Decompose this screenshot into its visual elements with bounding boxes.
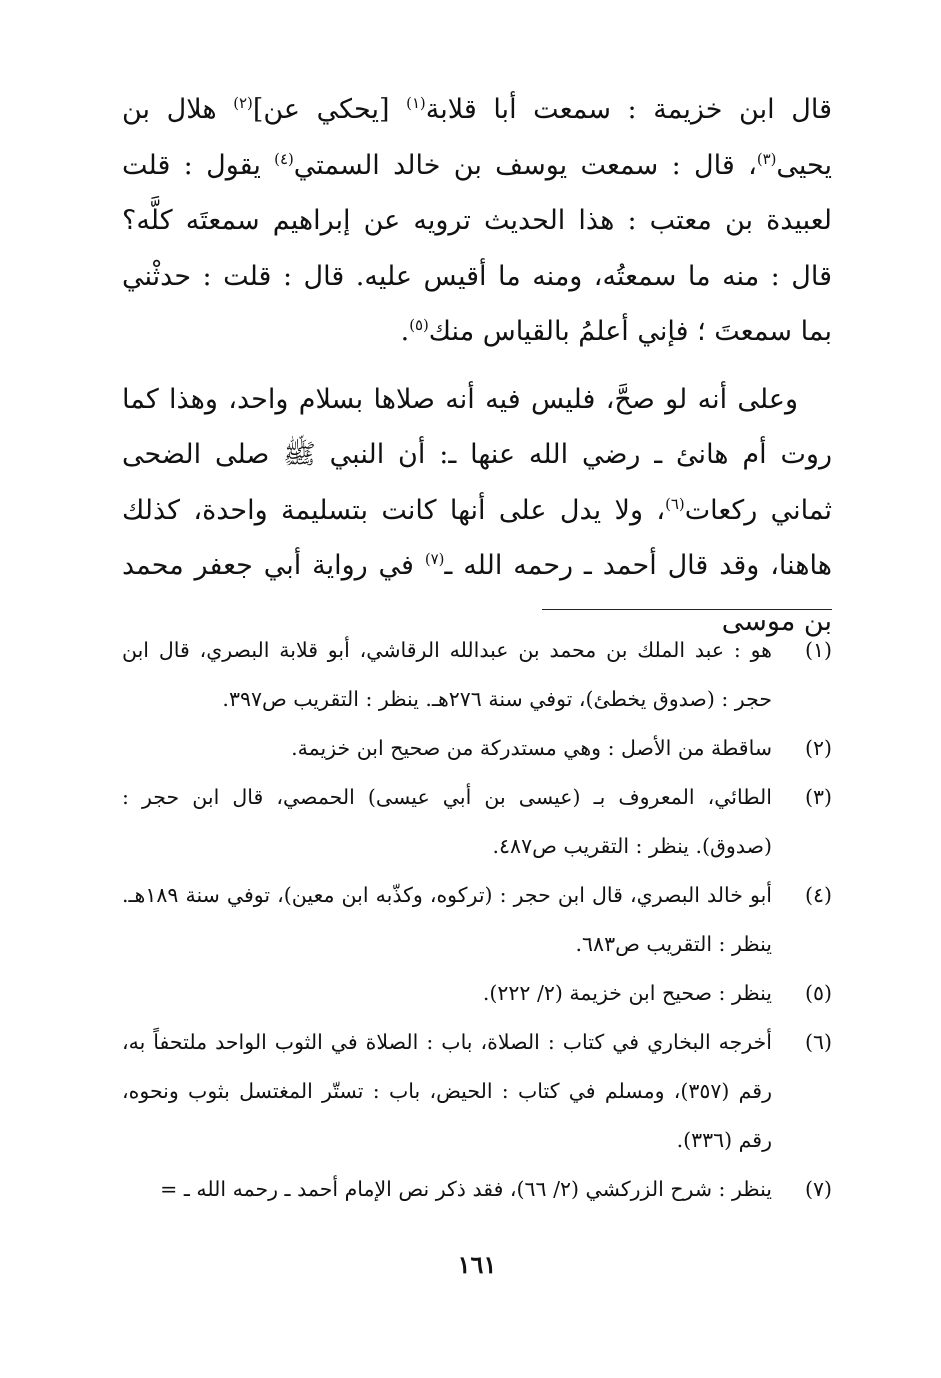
footnote-5 xyxy=(122,969,832,1018)
footnote-ref-4: (٤) xyxy=(274,149,294,168)
footnote-ref-2: (٢) xyxy=(233,94,253,112)
footnote-text: الطائي، المعروف بـ (عيسى بن أبي عيسى) الحمصي، قال ابن حجر : (صدوق). ينظر : التقريب ص٤٨٧. xyxy=(122,785,772,858)
text-segment: ، ولا يدل على أنها كانت بتسليمة واحدة، كذلك هاهنا، وقد قال أحمد ـ رحمه الله ـ xyxy=(122,494,832,581)
footnote-number: (٦) xyxy=(804,1030,832,1054)
footnote-number: (٣) xyxy=(804,785,832,809)
footnote-separator xyxy=(542,609,832,610)
text-segment: ، قال : سمعت يوسف بن خالد السمتي xyxy=(293,149,757,181)
footnote-7 xyxy=(122,1165,832,1214)
footnote-text: أبو خالد البصري، قال ابن حجر : (تركوه، وكذّبه ابن معين)، توفي سنة ١٨٩هـ. ينظر : التقريب ص٦٨٣. xyxy=(122,883,772,956)
footnotes xyxy=(122,626,832,1214)
footnote-ref-6: (٦) xyxy=(665,494,685,513)
footnote-number: (٤) xyxy=(804,883,832,907)
footnote-text: هو : عبد الملك بن محمد بن عبدالله الرقاشي، أبو قلابة البصري، قال ابن حجر : (صدوق يخطئ)، توفي سنة ٢٧٦هـ. ينظر : التقريب ص٣٩٧. xyxy=(122,638,772,711)
footnote-number: (٧) xyxy=(804,1177,832,1201)
footnote-4 xyxy=(122,871,832,969)
footnote-ref-3: (٣) xyxy=(756,149,777,168)
footnote-number: (٥) xyxy=(804,981,832,1005)
footnote-number: (٢) xyxy=(804,736,832,760)
text-segment: يقول : قلت لعبيدة بن معتب : هذا الحديث ترويه عن إبراهيم سمعتَه كلَّه؟ قال : منه ما سمعتُه، ومنه ما أقيس عليه. قال : قلت : حدثْني بما سمعتَ ؛ فإني أعلمُ بالقياس منك xyxy=(122,149,832,347)
footnote-text: ساقطة من الأصل : وهي مستدركة من صحيح ابن خزيمة. xyxy=(291,736,772,760)
footnote-ref-1: (١) xyxy=(406,94,426,112)
main-text xyxy=(122,82,832,649)
footnote-1 xyxy=(122,626,832,724)
text-segment: في رواية أبي جعفر محمد بن موسى xyxy=(122,550,832,637)
footnote-2 xyxy=(122,724,832,773)
footnote-3 xyxy=(122,773,832,871)
text-segment: هلال بن يحيى xyxy=(122,94,832,181)
footnote-6 xyxy=(122,1018,832,1165)
footnote-ref-7: (٧) xyxy=(424,550,445,568)
text-segment: قال ابن خزيمة : سمعت أبا قلابة xyxy=(425,94,832,125)
book-page xyxy=(122,82,832,1372)
footnote-text: ينظر : صحيح ابن خزيمة (٢/ ٢٢٢). xyxy=(482,981,772,1005)
text-segment: [يحكي عن] xyxy=(252,94,407,125)
page-number: ١٦١ xyxy=(457,1250,497,1279)
text-segment: وعلى أنه لو صحَّ، فليس فيه أنه صلاها بسلام واحد، وهذا كما روت أم هانئ ـ رضي الله عنها ـ: أن النبي ﷺ صلى الضحى ثماني ركعات xyxy=(122,383,833,526)
paragraph-1 xyxy=(122,82,832,360)
footnote-text: أخرجه البخاري في كتاب : الصلاة، باب : الصلاة في الثوب الواحد ملتحفاً به، رقم (٣٥٧)، ومسلم في كتاب : الحيض، باب : تستّر المغتسل بثوب ونحوه، رقم (٣٣٦). xyxy=(122,1030,772,1152)
footnote-ref-5: (٥) xyxy=(409,316,429,334)
footnote-number: (١) xyxy=(804,638,832,662)
paragraph-2 xyxy=(122,372,832,650)
footnote-text: ينظر : شرح الزركشي (٢/ ٦٦)، فقد ذكر نص الإمام أحمد ـ رحمه الله ـ = xyxy=(160,1177,772,1201)
text-segment: . xyxy=(400,316,410,347)
